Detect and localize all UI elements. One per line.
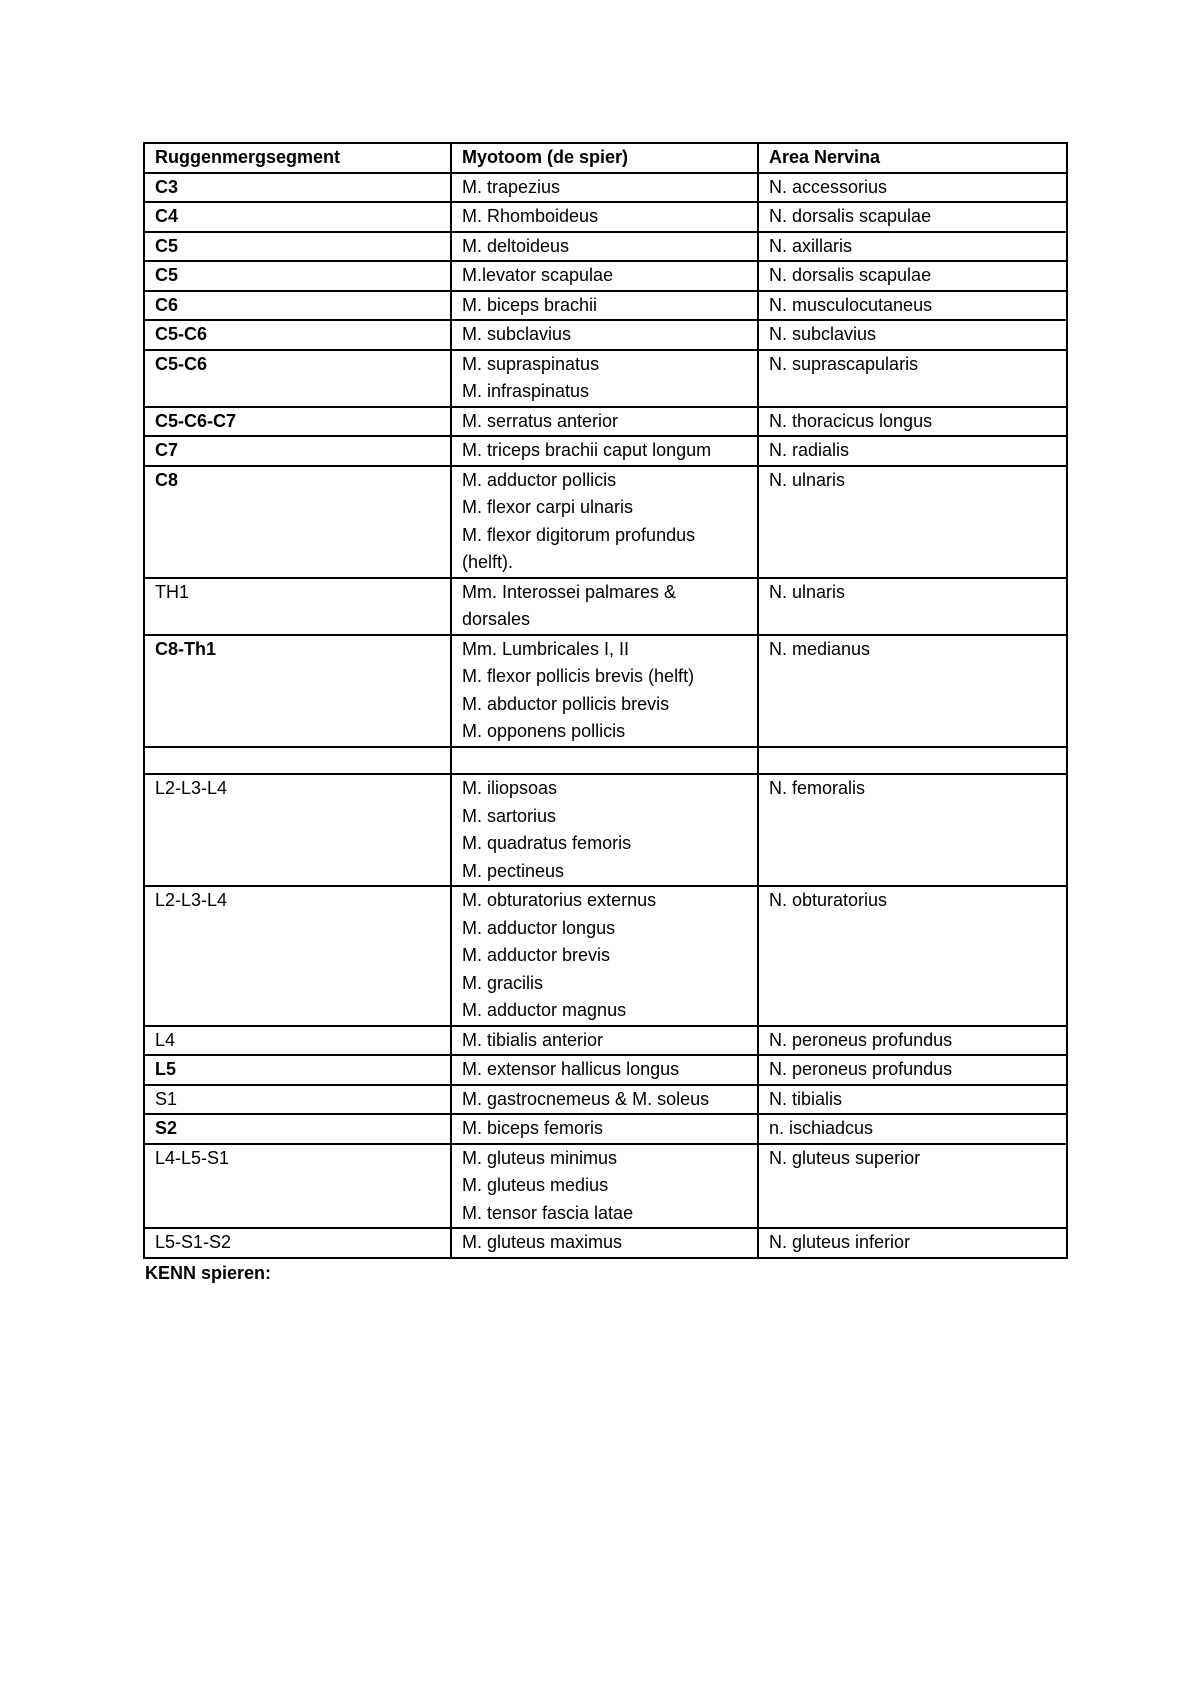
nerve-cell: N. ulnaris: [758, 466, 1067, 578]
segment-cell: L2-L3-L4: [144, 774, 451, 886]
table-row: [144, 261, 1067, 291]
table-row: [144, 202, 1067, 232]
muscle-name: M. gastrocnemeus & M. soleus: [462, 1088, 710, 1109]
muscle-name: M. gluteus maximus: [462, 1232, 623, 1252]
segment-cell: C8: [144, 466, 451, 578]
muscle-name: M. subclavius: [462, 324, 572, 344]
table-row: [144, 1114, 1067, 1144]
muscle-name: M. serratus anterior: [462, 410, 619, 431]
myotome-cell: [451, 774, 758, 886]
myotome-cell: [451, 635, 758, 747]
muscle-name: M. adductor pollicis: [462, 469, 617, 490]
myotome-cell: [451, 202, 758, 232]
muscle-name: M. pectineus: [462, 860, 565, 881]
table-row: [144, 1026, 1067, 1056]
segment-cell: L5-S1-S2: [144, 1228, 451, 1258]
segment-cell: L5: [144, 1055, 451, 1085]
nerve-cell: N. peroneus profundus: [758, 1026, 1067, 1056]
segment-cell: C5-C6: [144, 350, 451, 407]
table-row: [144, 407, 1067, 437]
muscle-name: M. tensor fascia latae: [462, 1202, 634, 1223]
nerve-cell: N. femoralis: [758, 774, 1067, 886]
myotome-cell: [451, 886, 758, 1026]
muscle-name: M. obturatorius externus: [462, 890, 657, 910]
muscle-name: M. deltoideus: [462, 235, 570, 256]
muscle-name: M. adductor longus: [462, 917, 616, 938]
header-segment: Ruggenmergsegment: [144, 143, 451, 173]
muscle-name: M. biceps femoris: [462, 1118, 604, 1138]
muscle-name: M. adductor brevis: [462, 945, 611, 965]
table-row: [144, 291, 1067, 321]
segment-cell: C3: [144, 173, 451, 203]
nerve-cell: N. dorsalis scapulae: [758, 202, 1067, 232]
muscle-name: M. sartorius: [462, 805, 557, 826]
nerve-cell: N. ulnaris: [758, 578, 1067, 635]
segment-cell: L4: [144, 1026, 451, 1056]
segment-cell: [144, 747, 451, 775]
muscle-name: M. infraspinatus: [462, 381, 590, 401]
muscle-name: M. opponens pollicis: [462, 721, 626, 741]
segment-cell: C5: [144, 232, 451, 262]
nerve-cell: N. accessorius: [758, 173, 1067, 203]
myotome-cell: [451, 291, 758, 321]
segment-cell: S1: [144, 1085, 451, 1115]
myotome-cell: [451, 261, 758, 291]
segment-cell: S2: [144, 1114, 451, 1144]
table-row: [144, 774, 1067, 886]
myotome-cell: [451, 350, 758, 407]
myotome-cell: [451, 1228, 758, 1258]
myotome-cell: [451, 747, 758, 775]
myotome-cell: [451, 232, 758, 262]
table-row: [144, 747, 1067, 775]
myotome-cell: [451, 1114, 758, 1144]
myotome-cell: [451, 407, 758, 437]
table-row: [144, 436, 1067, 466]
segment-cell: L4-L5-S1: [144, 1144, 451, 1229]
muscle-name: M. gluteus medius: [462, 1175, 609, 1195]
nerve-cell: N. dorsalis scapulae: [758, 261, 1067, 291]
header-area-nervina: Area Nervina: [758, 143, 1067, 173]
table-row: [144, 1228, 1067, 1258]
table-row: [144, 578, 1067, 635]
header-myotome: Myotoom (de spier): [451, 143, 758, 173]
muscle-name: M. adductor magnus: [462, 1000, 627, 1020]
nerve-cell: N. radialis: [758, 436, 1067, 466]
segment-cell: C4: [144, 202, 451, 232]
table-row: [144, 1085, 1067, 1115]
nerve-cell: N. gluteus inferior: [758, 1228, 1067, 1258]
segment-cell: C8-Th1: [144, 635, 451, 747]
segment-cell: C7: [144, 436, 451, 466]
muscle-name: M. iliopsoas: [462, 778, 558, 798]
muscle-name: M. quadratus femoris: [462, 833, 632, 853]
segment-cell: C5: [144, 261, 451, 291]
table-row: [144, 1144, 1067, 1229]
table-row: [144, 466, 1067, 578]
nerve-cell: N. tibialis: [758, 1085, 1067, 1115]
segment-cell: C6: [144, 291, 451, 321]
nerve-cell: N. obturatorius: [758, 886, 1067, 1026]
nerve-cell: [758, 747, 1067, 775]
segment-cell: L2-L3-L4: [144, 886, 451, 1026]
table-row: [144, 320, 1067, 350]
table-row: [144, 886, 1067, 1026]
table-row: [144, 635, 1067, 747]
nerve-cell: N. suprascapularis: [758, 350, 1067, 407]
muscle-name: M. triceps brachii caput longum: [462, 440, 712, 460]
muscle-name: M. tibialis anterior: [462, 1029, 604, 1050]
muscle-name: M. flexor pollicis brevis (helft): [462, 666, 695, 686]
segment-cell: C5-C6: [144, 320, 451, 350]
table-row: [144, 1055, 1067, 1085]
muscle-name: M. flexor digitorum profundus (helft).: [462, 524, 696, 572]
nerve-cell: N. axillaris: [758, 232, 1067, 262]
segment-cell: TH1: [144, 578, 451, 635]
segment-cell: C5-C6-C7: [144, 407, 451, 437]
muscle-name: M.levator scapulae: [462, 265, 614, 285]
muscle-name: M. gracilis: [462, 972, 544, 993]
nerve-cell: N. subclavius: [758, 320, 1067, 350]
nerve-cell: N. thoracicus longus: [758, 407, 1067, 437]
myotome-cell: [451, 1055, 758, 1085]
table-header-row: [144, 143, 1067, 173]
muscle-name: M. gluteus minimus: [462, 1147, 618, 1168]
muscle-name: Mm. Interossei palmares & dorsales: [462, 581, 677, 629]
myotome-cell: [451, 320, 758, 350]
myotome-cell: [451, 1085, 758, 1115]
myotome-cell: [451, 436, 758, 466]
table-row: [144, 173, 1067, 203]
table-row: [144, 232, 1067, 262]
muscle-name: Mm. Lumbricales I, II: [462, 638, 630, 659]
myotome-cell: [451, 173, 758, 203]
muscle-name: M. flexor carpi ulnaris: [462, 497, 634, 517]
muscle-nerve-table: [143, 142, 1068, 1259]
nerve-cell: N. gluteus superior: [758, 1144, 1067, 1229]
muscle-name: M. Rhomboideus: [462, 206, 599, 226]
footnote-kenn-spieren: KENN spieren:: [145, 1263, 272, 1283]
nerve-cell: n. ischiadcus: [758, 1114, 1067, 1144]
nerve-cell: N. medianus: [758, 635, 1067, 747]
muscle-name: M. abductor pollicis brevis: [462, 693, 670, 714]
muscle-name: M. supraspinatus: [462, 353, 600, 374]
myotome-cell: [451, 1026, 758, 1056]
myotome-cell: [451, 1144, 758, 1229]
muscle-name: M. biceps brachii: [462, 294, 598, 315]
nerve-cell: N. peroneus profundus: [758, 1055, 1067, 1085]
muscle-name: M. extensor hallicus longus: [462, 1059, 680, 1079]
table-body: [144, 143, 1067, 1258]
table-row: [144, 350, 1067, 407]
muscle-name: M. trapezius: [462, 176, 561, 197]
myotome-cell: [451, 466, 758, 578]
myotome-cell: [451, 578, 758, 635]
nerve-cell: N. musculocutaneus: [758, 291, 1067, 321]
